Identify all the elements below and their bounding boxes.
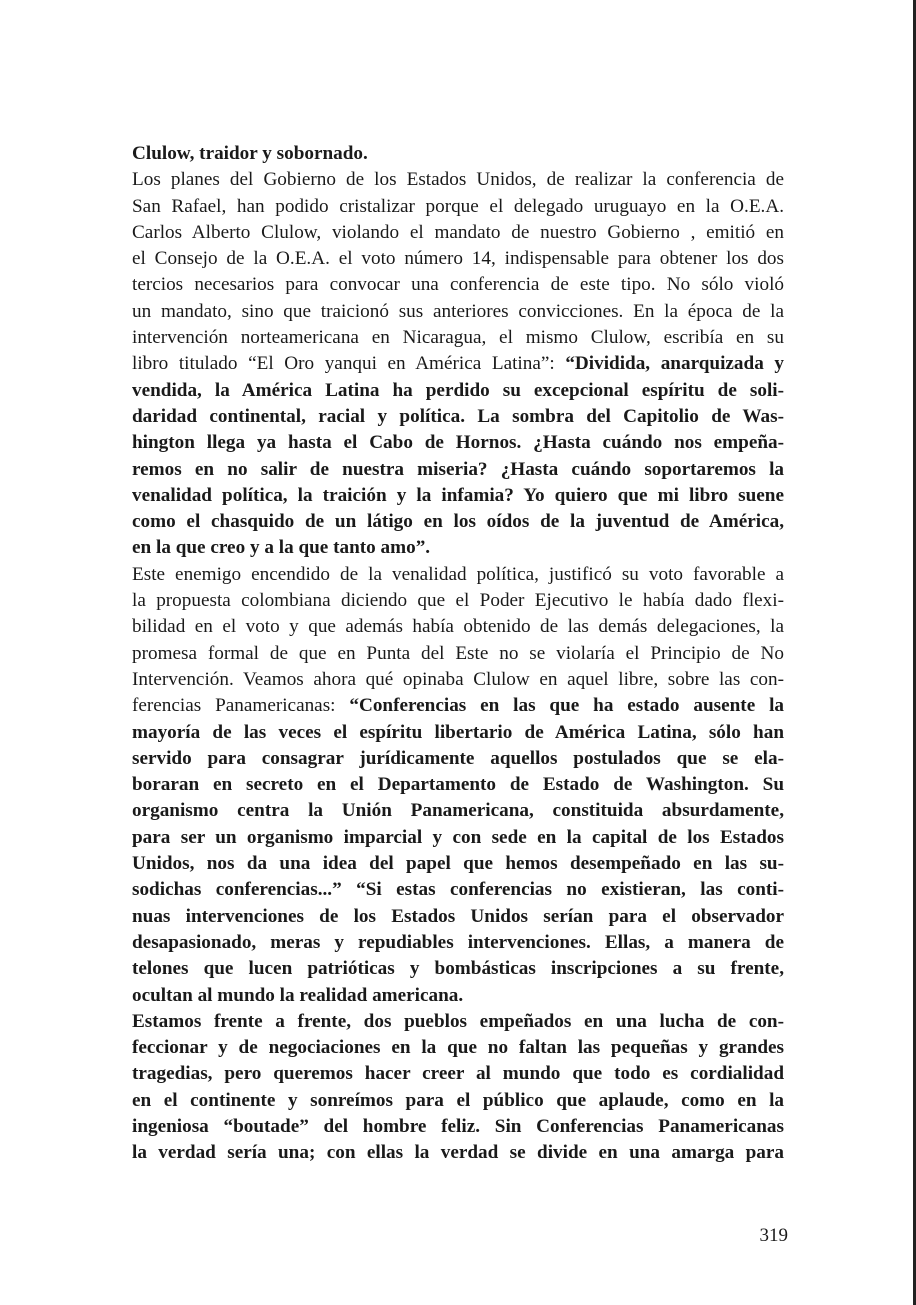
text-line bbox=[132, 930, 784, 956]
page-number: 319 bbox=[759, 1225, 788, 1246]
text-line bbox=[132, 1009, 784, 1035]
line-text: el Consejo de la O.E.A. el voto número 14, indispensable para obtener los dos bbox=[132, 248, 784, 270]
line-text: tercios necesarios para convocar una conferencia de este tipo. No sólo violó bbox=[132, 274, 784, 296]
quoted-bold-text: como el chasquido de un látigo en los oídos de la juventud de América, bbox=[132, 511, 784, 533]
quoted-bold-text: en el continente y sonreímos para el público que aplaude, como en la bbox=[132, 1089, 784, 1111]
quoted-bold-text: Estamos frente a frente, dos pueblos empeñados en una lucha de con- bbox=[132, 1010, 784, 1032]
line-text: Carlos Alberto Clulow, violando el mandato de nuestro Gobierno , emitió en bbox=[132, 221, 784, 243]
text-line bbox=[132, 272, 784, 298]
quoted-bold-text: Unidos, nos da una idea del papel que hemos desempeñado en las su- bbox=[132, 853, 784, 875]
quoted-bold-text: la verdad sería una; con ellas la verdad se divide en una amarga para bbox=[132, 1142, 784, 1164]
text-line bbox=[132, 562, 784, 588]
quoted-bold-text: en la que creo y a la que tanto amo”. bbox=[132, 537, 431, 559]
text-line bbox=[132, 404, 784, 430]
text-line bbox=[132, 457, 784, 483]
text-line bbox=[132, 325, 784, 351]
quoted-bold-text: desapasionado, meras y repudiables intervenciones. Ellas, a manera de bbox=[132, 931, 784, 953]
text-line bbox=[132, 877, 784, 903]
text-line bbox=[132, 851, 784, 877]
quoted-bold-text: servido para consagrar jurídicamente aquellos postulados que se ela- bbox=[132, 747, 784, 769]
text-line bbox=[132, 299, 784, 325]
line-text: Los planes del Gobierno de los Estados Unidos, de realizar la conferencia de bbox=[132, 169, 784, 191]
quoted-bold-text: tragedias, pero queremos hacer creer al mundo que todo es cordialidad bbox=[132, 1063, 784, 1085]
quoted-bold-text: ingeniosa “boutade” del hombre feliz. Sin Conferencias Panamericanas bbox=[132, 1115, 784, 1137]
text-line bbox=[132, 614, 784, 640]
quoted-bold-text: nuas intervenciones de los Estados Unidos serían para el observador bbox=[132, 905, 784, 927]
quoted-bold-text: vendida, la América Latina ha perdido su excepcional espíritu de soli- bbox=[132, 379, 784, 401]
quoted-bold-text: feccionar y de negociaciones en la que no faltan las pequeñas y grandes bbox=[132, 1037, 784, 1059]
quoted-bold-text: daridad continental, racial y política. La sombra del Capitolio de Was- bbox=[132, 405, 784, 427]
line-text: Intervención. Veamos ahora qué opinaba Clulow en aquel libre, sobre las con- bbox=[132, 668, 784, 690]
text-line bbox=[132, 535, 784, 561]
line-text: intervención norteamericana en Nicaragua, el mismo Clulow, escribía en su bbox=[132, 327, 784, 349]
text-line bbox=[132, 983, 784, 1009]
quoted-bold-text: “Conferencias en las que ha estado ausente la bbox=[349, 695, 784, 717]
quoted-bold-text: “Dividida, anarquizada y bbox=[565, 353, 784, 375]
text-line bbox=[132, 693, 784, 719]
section-heading: Clulow, traidor y sobornado. bbox=[132, 143, 368, 164]
text-line bbox=[132, 956, 784, 982]
text-line bbox=[132, 430, 784, 456]
body-text bbox=[132, 141, 784, 1167]
text-line bbox=[132, 194, 784, 220]
text-line bbox=[132, 483, 784, 509]
text-line bbox=[132, 798, 784, 824]
text-line bbox=[132, 1114, 784, 1140]
quoted-bold-text: organismo centra la Unión Panamericana, constituida absurdamente, bbox=[132, 800, 784, 822]
text-line bbox=[132, 1140, 784, 1166]
text-line bbox=[132, 641, 784, 667]
line-text: un mandato, sino que traicionó sus anteriores convicciones. En la época de la bbox=[132, 300, 784, 322]
line-text: promesa formal de que en Punta del Este no se violaría el Principio de No bbox=[132, 642, 784, 664]
text-line bbox=[132, 378, 784, 404]
quoted-bold-text: remos en no salir de nuestra miseria? ¿Hasta cuándo soportaremos la bbox=[132, 458, 784, 480]
quoted-bold-text: para ser un organismo imparcial y con sede en la capital de los Estados bbox=[132, 826, 784, 848]
text-line bbox=[132, 772, 784, 798]
line-text: libro titulado “El Oro yanqui en América Latina”: bbox=[132, 353, 566, 375]
quoted-bold-text: ocultan al mundo la realidad americana. bbox=[132, 984, 464, 1006]
quoted-bold-text: mayoría de las veces el espíritu libertario de América Latina, sólo han bbox=[132, 721, 784, 743]
quoted-bold-text: telones que lucen patrióticas y bombásticas inscripciones a su frente, bbox=[132, 958, 784, 980]
text-line bbox=[132, 720, 784, 746]
text-line bbox=[132, 588, 784, 614]
text-line bbox=[132, 667, 784, 693]
line-text: ferencias Panamericanas: bbox=[132, 695, 350, 717]
text-line bbox=[132, 1061, 784, 1087]
quoted-bold-text: venalidad política, la traición y la infamia? Yo quiero que mi libro suene bbox=[132, 484, 784, 506]
quoted-bold-text: hington llega ya hasta el Cabo de Hornos. ¿Hasta cuándo nos empeña- bbox=[132, 432, 784, 454]
text-line bbox=[132, 220, 784, 246]
quoted-bold-text: boraran en secreto en el Departamento de Estado de Washington. Su bbox=[132, 774, 784, 796]
line-text: San Rafael, han podido cristalizar porque el delegado uruguayo en la O.E.A. bbox=[132, 195, 784, 217]
text-line bbox=[132, 141, 784, 167]
text-line bbox=[132, 904, 784, 930]
quoted-bold-text: sodichas conferencias...” “Si estas conferencias no existieran, las conti- bbox=[132, 879, 784, 901]
line-text: Este enemigo encendido de la venalidad política, justificó su voto favorable a bbox=[132, 563, 784, 585]
text-line bbox=[132, 825, 784, 851]
text-line bbox=[132, 351, 784, 377]
text-line bbox=[132, 246, 784, 272]
line-text: bilidad en el voto y que además había obtenido de las demás delegaciones, la bbox=[132, 616, 784, 638]
text-line bbox=[132, 1088, 784, 1114]
line-text: la propuesta colombiana diciendo que el Poder Ejecutivo le había dado flexi- bbox=[132, 590, 784, 612]
text-line bbox=[132, 746, 784, 772]
text-line bbox=[132, 509, 784, 535]
text-line bbox=[132, 1035, 784, 1061]
text-line bbox=[132, 167, 784, 193]
